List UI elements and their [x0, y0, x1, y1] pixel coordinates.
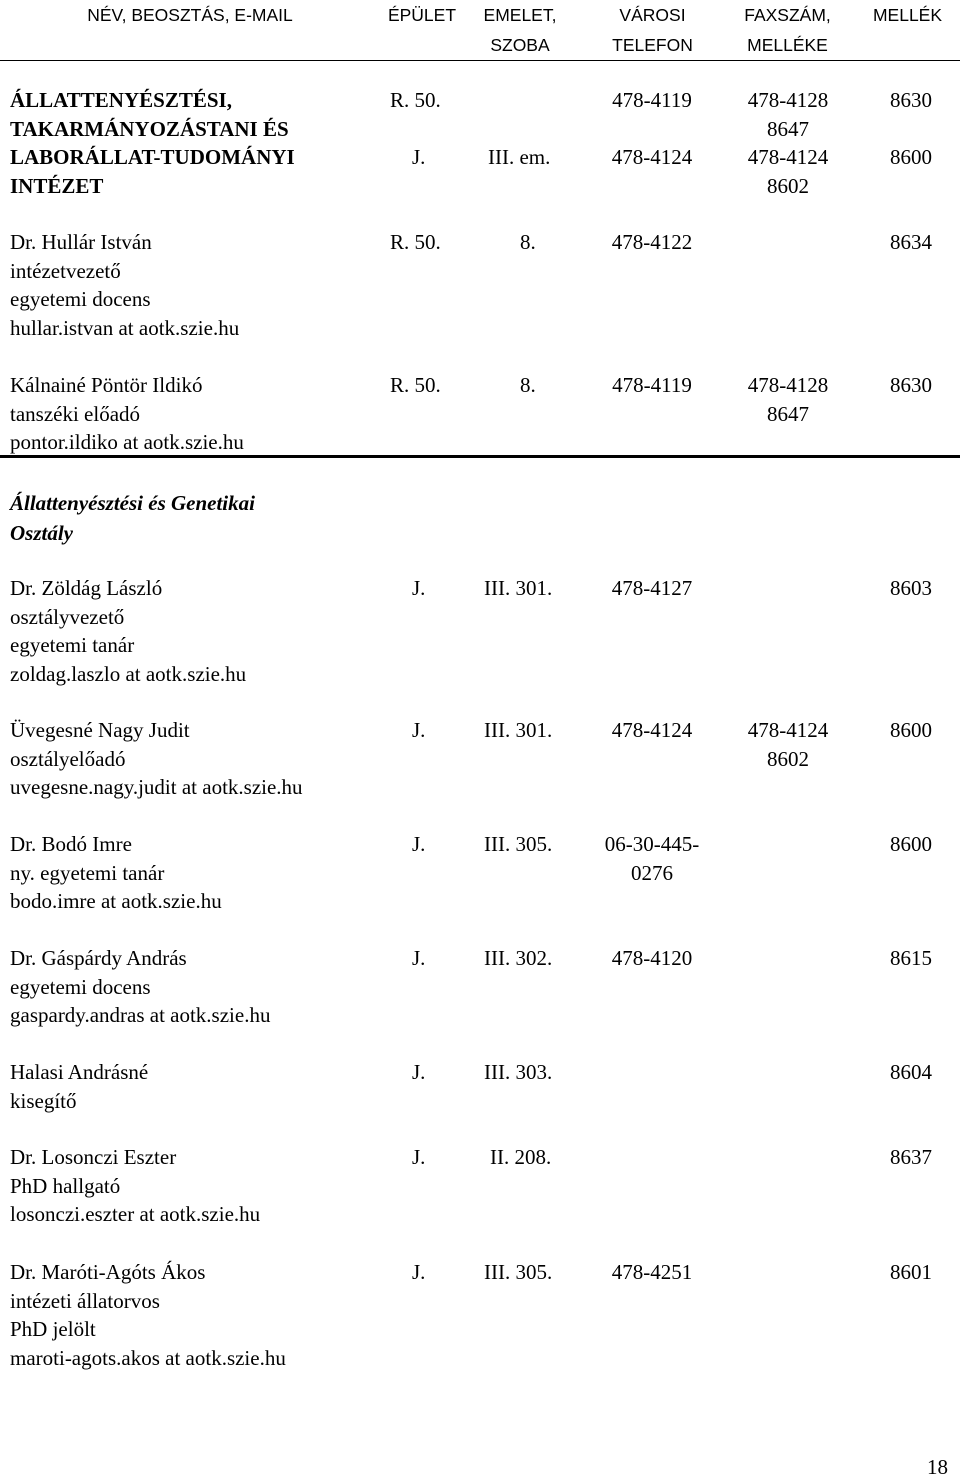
institute-fax-2: 478-4124 8602 [747, 145, 829, 198]
person-gaspardy: Dr. Gáspárdy András egyetemi docens gaspardy.andras at aotk.szie.hu [10, 946, 271, 1027]
fax: 478-4124 8602 [747, 718, 829, 771]
section-divider [0, 455, 960, 458]
ext: 8630 [890, 373, 932, 397]
room: III. 301. [484, 718, 553, 742]
fax: 478-4128 8647 [747, 373, 829, 426]
institute-fax-1: 478-4128 8647 [747, 88, 829, 141]
institute-room-2: III. em. [488, 145, 551, 169]
room: II. 208. [490, 1145, 552, 1169]
ext: 8637 [890, 1145, 932, 1169]
phone: 478-4119 [612, 373, 692, 397]
ext: 8603 [890, 576, 932, 600]
section-title: Állattenyésztési és Genetikai Osztály [10, 491, 255, 545]
room: 8. [520, 373, 536, 397]
col-header-floor-room: EMELET, SZOBA [483, 5, 557, 55]
building: J. [412, 576, 426, 600]
col-header-building: ÉPÜLET [387, 5, 457, 25]
building: J. [412, 946, 426, 970]
building: J. [412, 832, 426, 856]
institute-phone-1: 478-4119 [612, 88, 692, 112]
institute-name: ÁLLATTENYÉSZTÉSI, TAKARMÁNYOZÁSTANI ÉS LABORÁLLAT-TUDOMÁNYI INTÉZET [10, 88, 295, 198]
ext: 8604 [890, 1060, 932, 1084]
institute-phone-2: 478-4124 [611, 145, 693, 169]
person-kalnaine: Kálnainé Pöntör Ildikó tanszéki előadó pontor.ildiko at aotk.szie.hu [10, 373, 244, 454]
phone: 478-4124 [611, 718, 693, 742]
ext: 8615 [890, 946, 932, 970]
room: III. 301. [484, 576, 553, 600]
person-zoldag: Dr. Zöldág László osztályvezető egyetemi tanár zoldag.laszlo at aotk.szie.hu [10, 576, 247, 686]
ext: 8601 [890, 1260, 932, 1284]
building: J. [412, 718, 426, 742]
building: J. [412, 1060, 426, 1084]
building: J. [412, 1145, 426, 1169]
institute-building-2: J. [412, 145, 426, 169]
room: III. 302. [484, 946, 553, 970]
room: III. 305. [484, 1260, 553, 1284]
building: R. 50. [390, 373, 441, 397]
person-hullar: Dr. Hullár István intézetvezető egyetemi docens hullar.istvan at aotk.szie.hu [10, 230, 240, 340]
building: R. 50. [390, 230, 441, 254]
room: III. 305. [484, 832, 553, 856]
person-uvegesne: Üvegesné Nagy Judit osztályelőadó uvegesne.nagy.judit at aotk.szie.hu [10, 718, 303, 799]
institute-ext-1: 8630 [890, 88, 932, 112]
ext: 8634 [890, 230, 932, 254]
room: III. 303. [484, 1060, 553, 1084]
person-maroti-agots: Dr. Maróti-Agóts Ákos intézeti állatorvos PhD jelölt maroti-agots.akos at aotk.szie.hu [10, 1260, 286, 1370]
col-header-name: NÉV, BEOSZTÁS, E-MAIL [87, 5, 293, 25]
person-bodo: Dr. Bodó Imre ny. egyetemi tanár bodo.imre at aotk.szie.hu [10, 832, 222, 913]
person-halasi: Halasi Andrásné kisegítő [10, 1060, 149, 1113]
page-number: 18 [927, 1455, 948, 1479]
institute-building-1: R. 50. [390, 88, 441, 112]
col-header-fax: FAXSZÁM, MELLÉKE [744, 5, 831, 55]
header-divider [0, 60, 960, 61]
phone: 478-4127 [611, 576, 693, 600]
phone: 478-4122 [611, 230, 693, 254]
ext: 8600 [890, 718, 932, 742]
col-header-city-phone: VÁROSI TELEFON [612, 5, 693, 55]
phone: 478-4120 [611, 946, 693, 970]
room: 8. [520, 230, 536, 254]
institute-ext-2: 8600 [890, 145, 932, 169]
phone: 478-4251 [611, 1260, 693, 1284]
phone: 06-30-445- 0276 [604, 832, 700, 885]
building: J. [412, 1260, 426, 1284]
col-header-extension: MELLÉK [872, 5, 943, 25]
ext: 8600 [890, 832, 932, 856]
person-losonczi: Dr. Losonczi Eszter PhD hallgató losonczi.eszter at aotk.szie.hu [10, 1145, 261, 1226]
